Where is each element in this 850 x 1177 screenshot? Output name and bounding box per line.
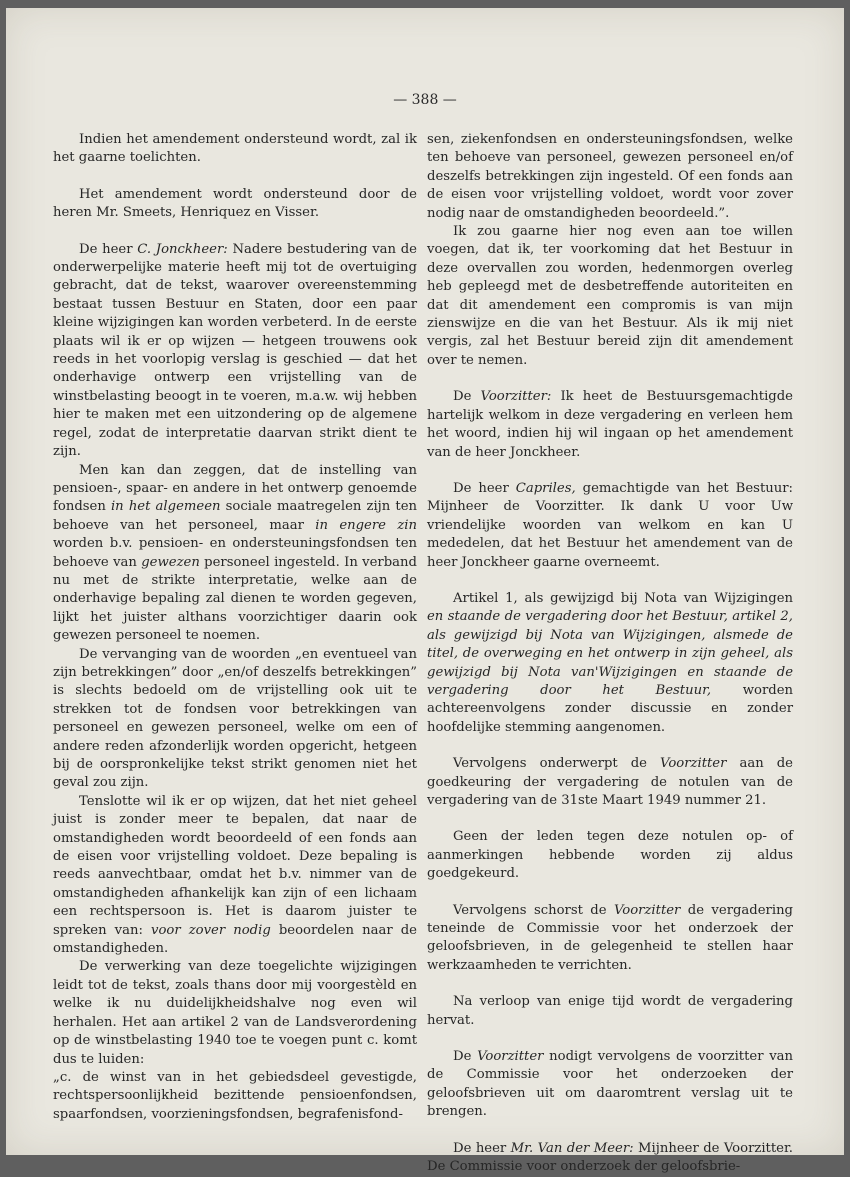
italic-run: Voorzitter <box>613 902 681 918</box>
left-paragraph-4 <box>53 462 417 646</box>
right-paragraph-5 <box>427 590 793 737</box>
italic-run: en staande de vergadering door het Bestuur, artikel 2, als gewijzigd bij Nota van Wijzigingen, alsmede de titel, de overweging en het ontwerp in zijn geheel, als gewijzigd bij Nota van'Wijzigingen en staande de vergadering door het Bestuur, <box>427 609 793 698</box>
right-paragraph-1: sen, ziekenfondsen en ondersteuningsfondsen, welke ten behoeve van personeel, gewezen personeel en/of deszelfs betrekkingen zijn ingesteld. Of een fonds aan de eisen voor vrijstelling voldoet, wordt voor zover nodig naar de omstandigheden beoordeeld.”. <box>427 132 793 221</box>
right-paragraph-10 <box>427 1048 793 1122</box>
text-run: aan de goedkeuring der vergadering de notulen van de vergadering van de 31ste Maart 1949 nummer 21. <box>427 756 793 808</box>
left-column <box>53 131 417 1124</box>
text-run: worden achtereenvolgens zonder discussie en zonder hoofdelijke stemming aangenomen. <box>427 682 793 735</box>
italic-run: in het algemeen <box>110 499 221 515</box>
right-paragraph-4 <box>427 480 793 572</box>
italic-run: Voorzitter <box>477 1049 544 1065</box>
text-run: personeel ingesteld. In verband nu met de strikte interpretatie, welke aan de onderhavige bepaling zal dienen te worden gegeven, lijkt het juister althans voorzichtiger daarin ook gewezen personeel te noemen. <box>53 554 417 644</box>
text-run: de vergadering teneinde de Commissie voor het onderzoek der geloofsbrieven, in de gelegenheid te stellen haar werkzaamheden te verrichten. <box>427 902 794 973</box>
right-paragraph-6 <box>427 755 793 810</box>
speaker-name: Voorzitter: <box>480 389 552 405</box>
right-paragraph-8 <box>427 902 793 976</box>
italic-run: Voorzitter <box>660 756 727 772</box>
italic-run: gewezen <box>141 554 200 570</box>
speech-text: Nadere bestudering van de onderwerpelijke materie heeft mij tot de overtuiging gebracht, dat de tekst, waarover overeenstemming bestaat tussen Bestuur en Staten, door een paar kleine wijzigingen kan worden verbeterd. In de eerste plaats wil ik er op wijzen — hetgeen trouwens ook reeds in het voorlopig verslag is geschied — dat het onderhavige ontwerp een vrijstelling van de winstbelasting beoogt in te voeren, m.a.w. wij hebben hier te maken met een uitzondering op de algemene regel, zodat de interpretatie daarvan strikt dient te zijn. <box>53 241 417 460</box>
right-paragraph-9: Na verloop van enige tijd wordt de vergadering hervat. <box>427 994 793 1028</box>
right-paragraph-7: Geen der leden tegen deze notulen op- of aanmerkingen hebbende worden zij aldus goedgekeurd. <box>427 829 793 882</box>
page-number: — 388 — <box>393 92 457 108</box>
speaker-intro: De heer <box>453 480 509 496</box>
italic-run: in engere zin <box>315 517 417 533</box>
text-run: worden b.v. pensioen- en ondersteuningsfondsen ten behoeve van <box>53 536 417 570</box>
speaker-name: Capriles, <box>515 480 576 496</box>
left-paragraph-3 <box>53 241 417 462</box>
italic-run: voor zover nodig <box>151 922 271 938</box>
text-run: sociale maatregelen zijn ten behoeve van het personeel, maar <box>53 499 417 533</box>
speech-text: Mijnheer de Voorzitter. De Commissie voor onderzoek der geloofsbrie- <box>427 1140 793 1175</box>
left-paragraph-7: De verwerking van deze toegelichte wijzigingen leidt tot de tekst, zoals thans door mij voorgestèld en welke ik nu duidelijkheidshalve nog even wil herhalen. Het aan artikel 2 van de Landsverordening op de winstbelasting 1940 toe te voegen punt c. komt dus te luiden: <box>53 959 417 1067</box>
left-paragraph-6 <box>53 793 417 959</box>
text-run: Men kan dan zeggen, dat de instelling van pensioen-, spaar- en andere in het ontwerp genoemde fondsen <box>53 462 417 515</box>
right-paragraph-11 <box>427 1140 793 1177</box>
speaker-name: C. Jonckheer: <box>137 241 228 257</box>
speech-text: Ik heet de Bestuursgemachtigde hartelijk welkom in deze vergadering en verleen hem het woord, indien hij wil ingaan op het amendement van de heer Jonckheer. <box>427 389 793 460</box>
left-quote: „c. de winst van in het gebiedsdeel gevestigde, rechtspersoonlijkheid bezittende pensioenfondsen, spaarfondsen, voorzieningsfondsen, begrafenisfond- <box>53 1069 417 1122</box>
speaker-name: Mr. Van der Meer: <box>510 1140 634 1156</box>
speaker-intro: De heer <box>453 1140 507 1156</box>
speaker-intro: De heer <box>79 241 133 257</box>
right-paragraph-2: Ik zou gaarne hier nog even aan toe willen voegen, dat ik, ter voorkoming dat het Bestuur in deze overvallen zou worden, hedenmorgen overleg heb gepleegd met de desbetreffende autoriteiten en dat dit amendement een compromis is van mijn zienswijze en die van het Bestuur. Als ik mij niet vergis, zal het Bestuur bereid zijn dit amendement over te nemen. <box>427 224 793 368</box>
left-paragraph-1: Indien het amendement ondersteund wordt, zal ik het gaarne toelichten. <box>53 132 417 166</box>
document-page <box>6 8 844 1175</box>
text-run: beoordelen naar de omstandigheden. <box>53 922 417 957</box>
left-paragraph-2: Het amendement wordt ondersteund door de heren Mr. Smeets, Henriquez en Visser. <box>53 186 417 221</box>
right-column <box>427 131 793 1177</box>
right-paragraph-3 <box>427 388 793 462</box>
text-run: nodigt vervolgens de voorzitter van de Commissie voor het onderzoeken der geloofsbrieven uit om daaromtrent verslag uit te brengen. <box>427 1049 793 1120</box>
text-run: Artikel 1, als gewijzigd bij Nota van Wijzigingen <box>453 590 793 606</box>
left-paragraph-5: De vervanging van de woorden „en eventueel van zijn betrekkingen” door „en/of deszelfs betrekkingen” is slechts bedoeld om de vrijstelling ook uit te strekken tot de fondsen voor betrekkingen van personeel en gewezen personeel, welke om een of andere reden afzonderlijk worden opgericht, hetgeen bij de oorspronkelijke tekst strikt genomen niet het geval zou zijn. <box>53 646 417 791</box>
text-run: De <box>453 1049 472 1065</box>
speaker-intro: De <box>453 389 472 405</box>
text-run: Vervolgens onderwerpt de <box>453 756 647 772</box>
text-run: Vervolgens schorst de <box>453 902 607 918</box>
text-run: Tenslotte wil ik er op wijzen, dat het niet geheel juist is zonder meer te bepalen, dat naar de omstandigheden wordt beoordeeld of een fonds aan de eisen voor vrijstelling voldoet. Deze bepaling is reeds aanvechtbaar, omdat het b.v. nimmer van de omstandigheden afhankelijk kan zijn of een lichaam een rechtspersoon is. Het is daarom juister te spreken van: <box>53 793 417 938</box>
speech-text: gemachtigde van het Bestuur: Mijnheer de Voorzitter. Ik dank U voor Uw vriendelijke woorden van welkom en kan U mededelen, dat het Bestuur het amendement van de heer Jonckheer gaarne overneemt. <box>427 480 793 570</box>
